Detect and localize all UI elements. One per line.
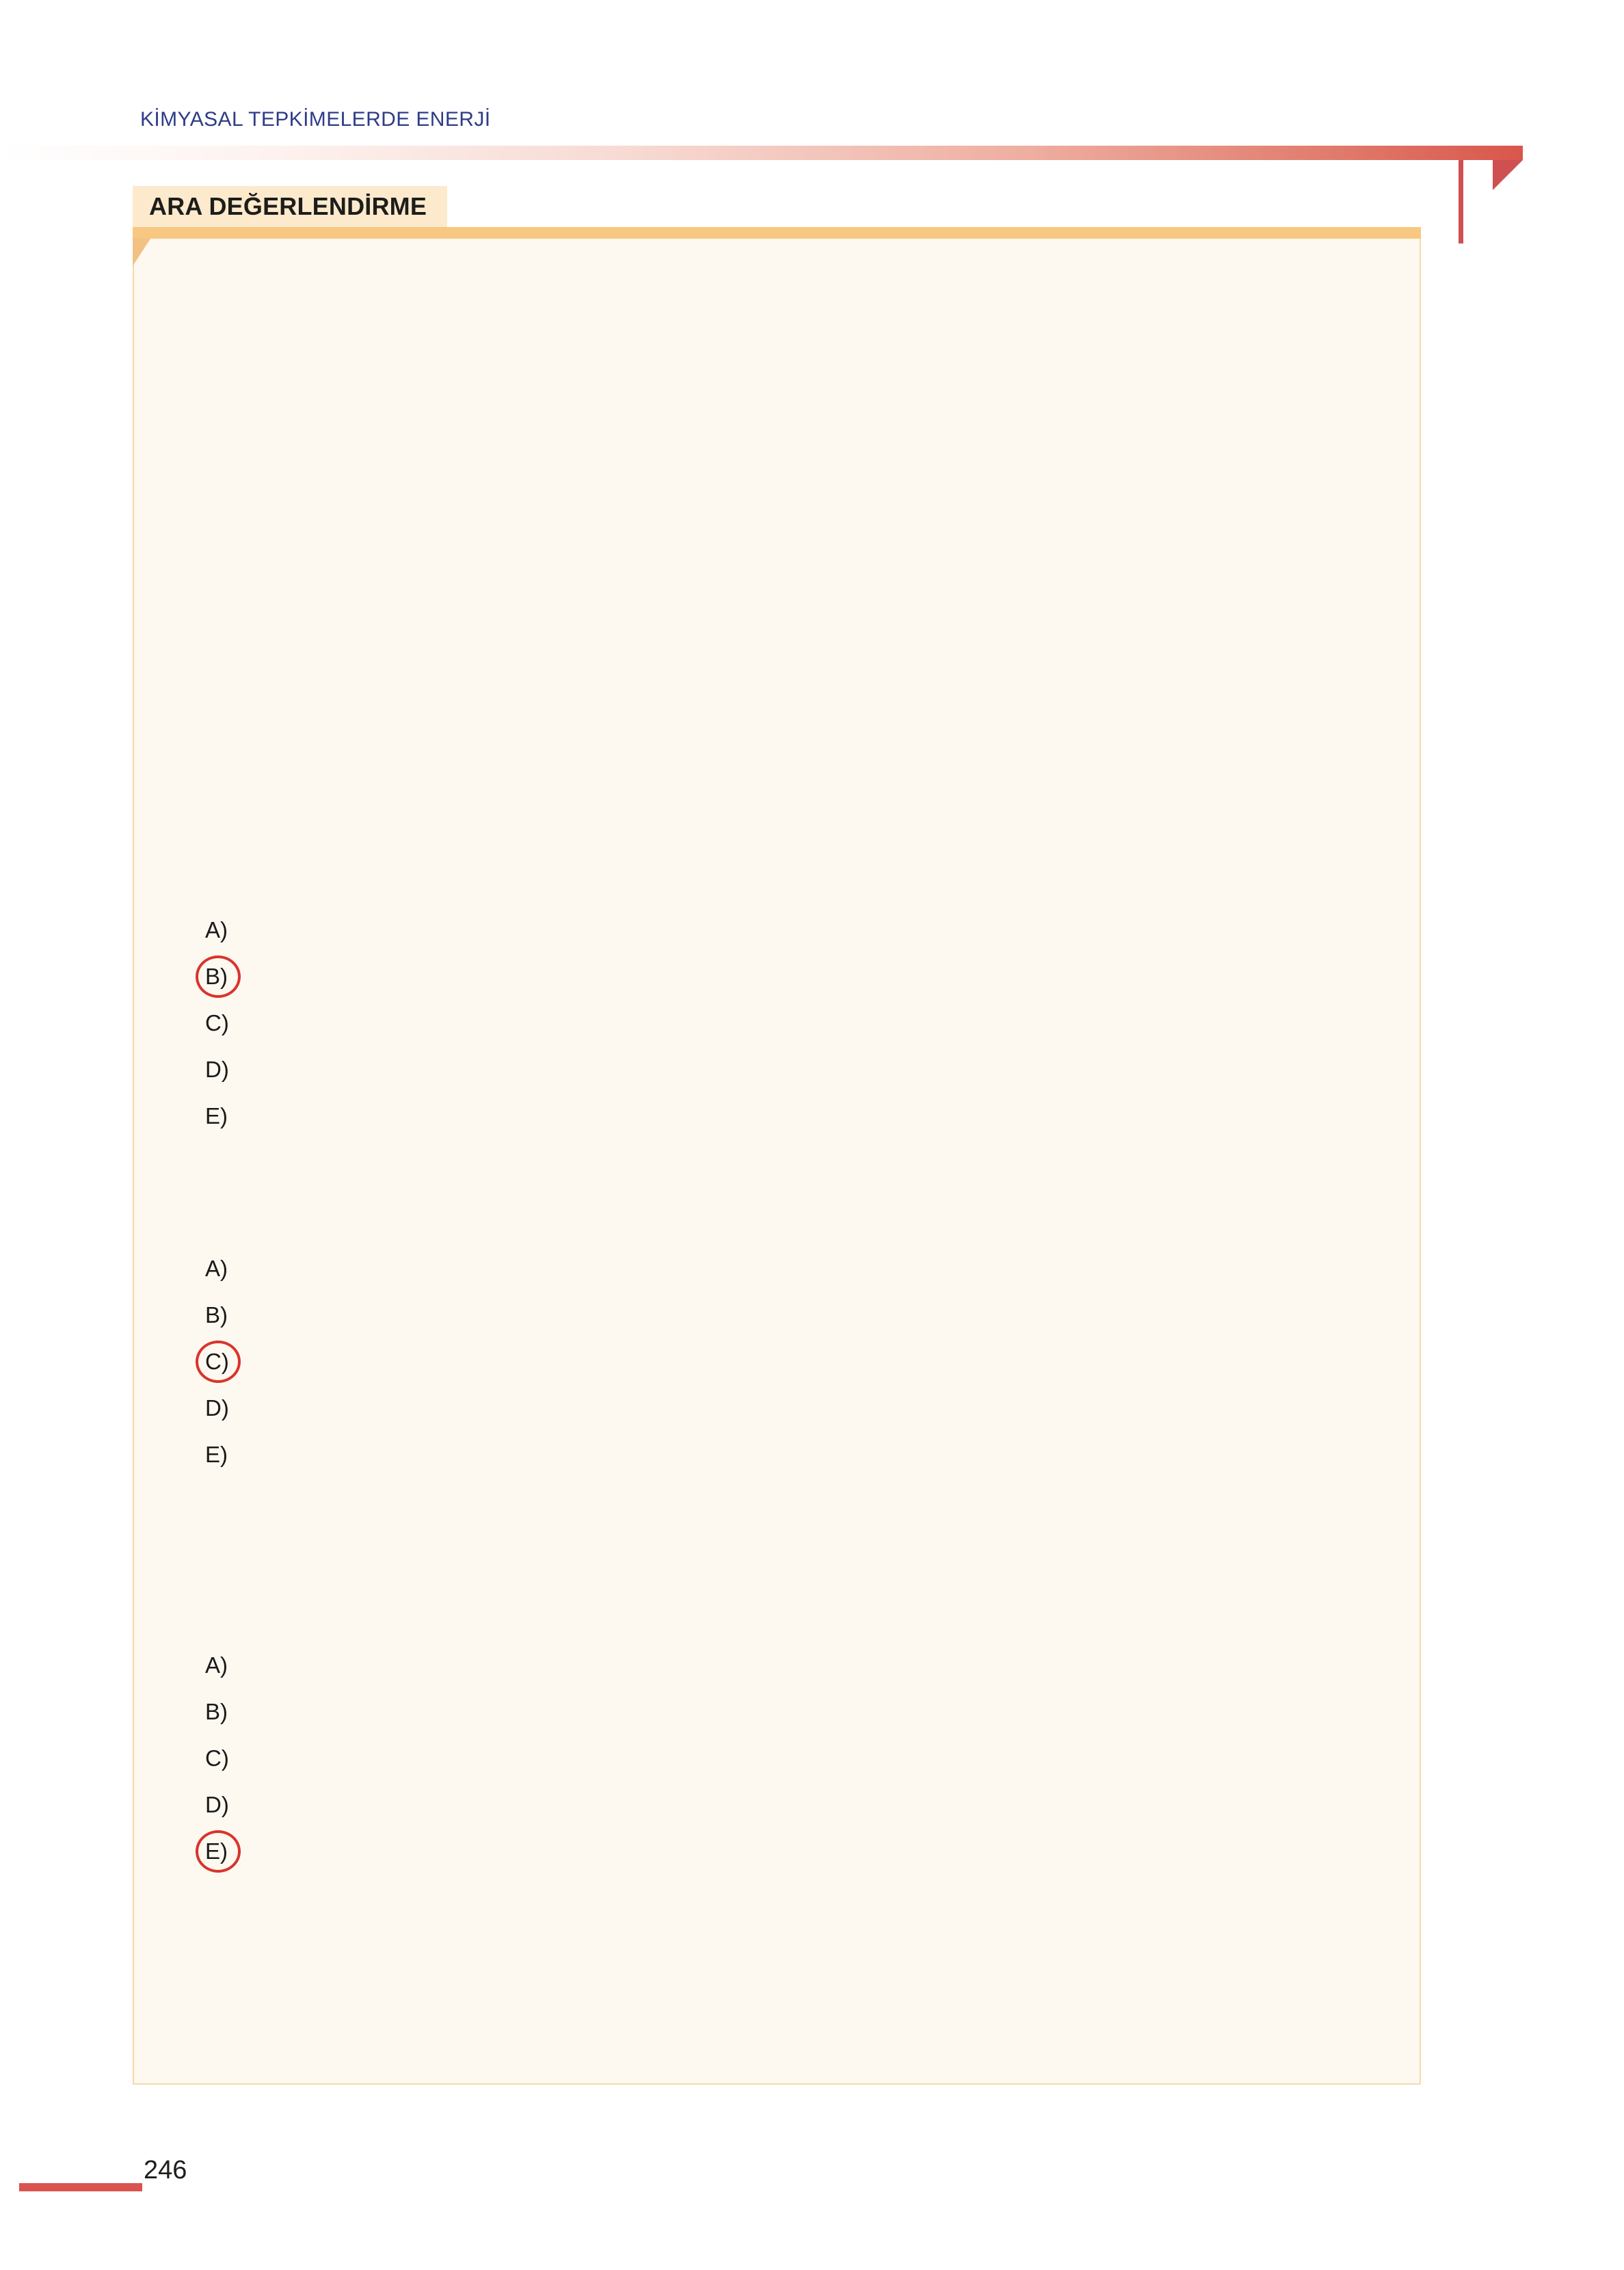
content-panel-fold: [133, 239, 150, 266]
page-number: 246: [144, 2156, 187, 2185]
option-letter: D): [205, 1056, 229, 1082]
footer-red-bar: [19, 2183, 142, 2191]
option-letter: C): [205, 1347, 245, 1377]
content-panel: [133, 227, 1421, 2085]
section-tab-label: ARA DEĞERLENDİRME: [149, 192, 427, 220]
option-letter: D): [205, 1395, 229, 1421]
header-corner-triangle: [1493, 160, 1523, 190]
option-letter: A): [205, 916, 228, 942]
running-head: KİMYASAL TEPKİMELERDE ENERJİ: [140, 108, 491, 131]
option-letter: E): [205, 1103, 228, 1129]
option-letter: E): [205, 1441, 228, 1467]
option-letter: C): [205, 1745, 229, 1771]
option-letter: A): [205, 1652, 228, 1678]
section-tab: [133, 186, 447, 227]
header-corner-vertical-line: [1459, 160, 1463, 243]
option-letter: E): [205, 1837, 245, 1866]
option-letter: B): [205, 1698, 228, 1724]
header-gradient-rule: [0, 146, 1523, 160]
content-panel-topbar: [133, 227, 1421, 239]
option-letter: B): [205, 1302, 228, 1328]
option-letter: C): [205, 1009, 229, 1035]
option-letter: D): [205, 1791, 229, 1817]
option-letter: A): [205, 1255, 228, 1281]
option-letter: B): [205, 962, 245, 992]
